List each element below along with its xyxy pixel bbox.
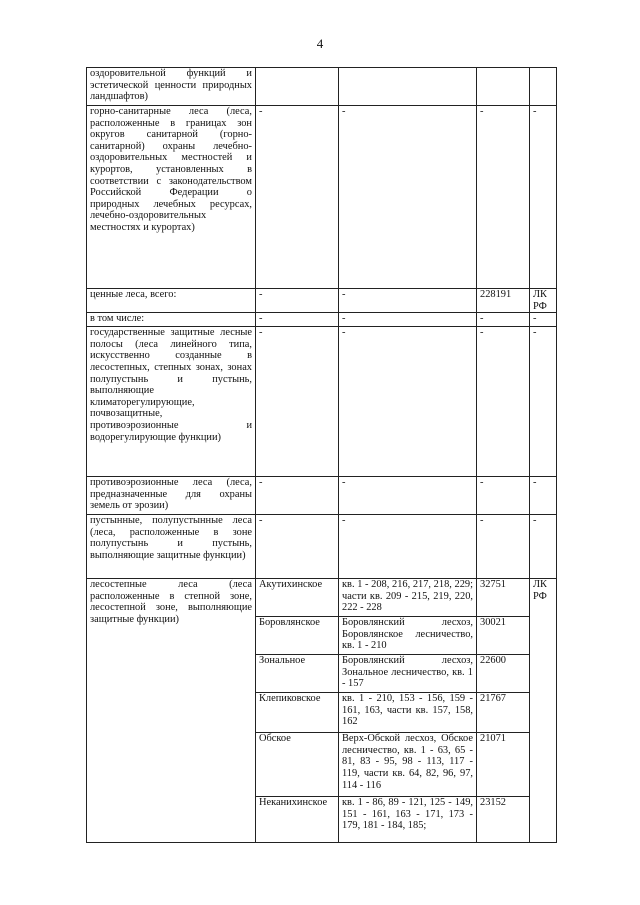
area-cell: -: [477, 313, 530, 327]
category-cell: в том числе:: [87, 313, 256, 327]
table-row: [87, 477, 557, 515]
area-cell: -: [477, 477, 530, 515]
district-cell: -: [256, 327, 339, 477]
area-cell: 22600: [477, 655, 530, 693]
district-cell: Неканихинское: [256, 797, 339, 843]
category-cell: государственные защитные лесные полосы (леса линейного типа, искусственно созданные в лесостепных, степных зонах, зонах полупустынь и пустынь, выполняющие климаторегулирующие, почвозащитные, противоэрозионные и водорегулирующие функции): [87, 327, 256, 477]
quarters-cell: -: [339, 515, 477, 579]
category-cell: горно-санитарные леса (леса, расположенные в границах зон округов санитарной (горно-санитарной) охраны лечебно-оздоровительных местностей и курортов, установленных в соответствии с законодательством Российской Федерации о природных лечебных ресурсах, лечебно-оздоровительных местностях и курортах): [87, 106, 256, 289]
category-cell: противоэрозионные леса (леса, предназначенные для охраны земель от эрозии): [87, 477, 256, 515]
table-row: [87, 327, 557, 477]
quarters-cell: Верх-Обской лесхоз, Обское лесничество, кв. 1 - 63, 65 - 81, 83 - 95, 98 - 113, 117 - 119, части кв. 64, 82, 96, 97, 114 - 116: [339, 733, 477, 797]
page-number: 4: [316, 36, 324, 51]
quarters-cell: Боровлянский лесхоз, Боровлянское лесничество, кв. 1 - 210: [339, 617, 477, 655]
district-cell: Боровлянское: [256, 617, 339, 655]
district-cell: Зональное: [256, 655, 339, 693]
document-cell: -: [530, 106, 557, 289]
district-cell: -: [256, 313, 339, 327]
quarters-cell: Боровлянский лесхоз, Зональное лесничество, кв. 1 - 157: [339, 655, 477, 693]
quarters-cell: -: [339, 106, 477, 289]
table-row: [87, 289, 557, 313]
district-cell: -: [256, 515, 339, 579]
district-cell: [256, 68, 339, 106]
quarters-cell: [339, 68, 477, 106]
quarters-cell: кв. 1 - 208, 216, 217, 218, 229; части кв. 209 - 215, 219, 220, 222 - 228: [339, 579, 477, 617]
table-row: [87, 68, 557, 106]
document-cell: -: [530, 327, 557, 477]
quarters-cell: -: [339, 289, 477, 313]
document-cell: ЛК РФ: [530, 579, 557, 843]
area-cell: 228191: [477, 289, 530, 313]
district-cell: -: [256, 477, 339, 515]
quarters-cell: -: [339, 327, 477, 477]
document-cell: -: [530, 477, 557, 515]
category-cell: пустынные, полупустынные леса (леса, расположенные в зоне полупустынь и пустынь, выполняющие защитные функции): [87, 515, 256, 579]
area-cell: [477, 68, 530, 106]
quarters-cell: кв. 1 - 86, 89 - 121, 125 - 149, 151 - 161, 163 - 171, 173 - 179, 181 - 184, 185;: [339, 797, 477, 843]
district-cell: -: [256, 289, 339, 313]
document-cell: ЛК РФ: [530, 289, 557, 313]
area-cell: -: [477, 327, 530, 477]
document-cell: [530, 68, 557, 106]
category-cell: лесостепные леса (леса расположенные в степной зоне, лесостепной зоне, выполняющие защитные функции): [87, 579, 256, 843]
area-cell: 23152: [477, 797, 530, 843]
forest-table: [86, 67, 557, 843]
area-cell: 21071: [477, 733, 530, 797]
area-cell: 30021: [477, 617, 530, 655]
district-cell: Клепиковское: [256, 693, 339, 733]
table-row: [87, 515, 557, 579]
quarters-cell: -: [339, 477, 477, 515]
area-cell: 21767: [477, 693, 530, 733]
document-cell: -: [530, 515, 557, 579]
table-row: [87, 106, 557, 289]
category-cell: ценные леса, всего:: [87, 289, 256, 313]
table-row: [87, 313, 557, 327]
quarters-cell: -: [339, 313, 477, 327]
district-cell: -: [256, 106, 339, 289]
category-cell: оздоровительной функций и эстетической ценности природных ландшафтов): [87, 68, 256, 106]
area-cell: -: [477, 106, 530, 289]
document-cell: -: [530, 313, 557, 327]
district-cell: Акутихинское: [256, 579, 339, 617]
area-cell: 32751: [477, 579, 530, 617]
table-row: [87, 579, 557, 617]
quarters-cell: кв. 1 - 210, 153 - 156, 159 - 161, 163, части кв. 157, 158, 162: [339, 693, 477, 733]
area-cell: -: [477, 515, 530, 579]
district-cell: Обское: [256, 733, 339, 797]
